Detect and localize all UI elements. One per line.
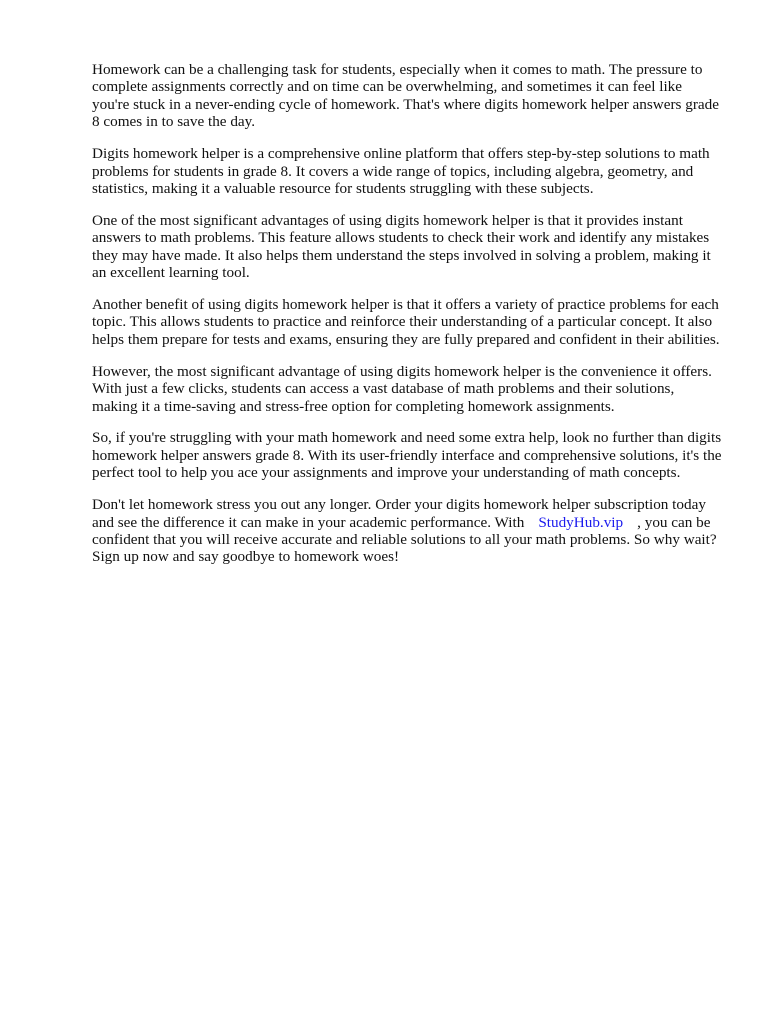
paragraph-extra-help: So, if you're struggling with your math homework and need some extra help, look no further than digits homework helper answers grade 8. With its user-friendly interface and comprehensive solutions, it's the perfect tool to help you ace your assignments and improve your understanding of math concepts. [92, 429, 722, 482]
paragraph-convenience: However, the most significant advantage of using digits homework helper is the convenience it offers. With just a few clicks, students can access a vast database of math problems and their solutions, making it a time-saving and stress-free option for completing homework assignments. [92, 362, 712, 415]
paragraph-intro: Homework can be a challenging task for students, especially when it comes to math. The pressure to complete assignments correctly and on time can be overwhelming, and sometimes it can feel like you're stuck in a never-ending cycle of homework. That's where digits homework helper answers grade 8 comes in to save the day. [92, 61, 719, 131]
paragraph-practice-problems: Another benefit of using digits homework helper is that it offers a variety of practice problems for each topic. This allows students to practice and reinforce their understanding of a particular concept. It also helps them prepare for tests and exams, ensuring they are fully prepared and confident in their abilities. [92, 295, 720, 348]
studyhub-link[interactable]: StudyHub.vip [538, 513, 624, 531]
cta-text-after-link: , you can be confident that you will receive accurate and reliable solutions to all your math problems. So why wait? Sign up now and say goodbye to homework woes! [92, 513, 717, 566]
paragraph-platform-overview: Digits homework helper is a comprehensive online platform that offers step-by-step solutions to math problems for students in grade 8. It covers a wide range of topics, including algebra, geometry, and statistics, making it a valuable resource for students struggling with these subjects. [92, 145, 710, 197]
cta-text-before-link: Don't let homework stress you out any longer. Order your digits homework helper subscription today and see the difference it can make in your academic performance. With [92, 496, 706, 531]
document-page [92, 61, 722, 580]
paragraph-instant-answers: One of the most significant advantages of using digits homework helper is that it provides instant answers to math problems. This feature allows students to check their work and identify any mistakes they may have made. It also helps them understand the steps involved in solving a problem, making it an excellent learning tool. [92, 211, 711, 282]
paragraph-call-to-action [92, 496, 722, 566]
